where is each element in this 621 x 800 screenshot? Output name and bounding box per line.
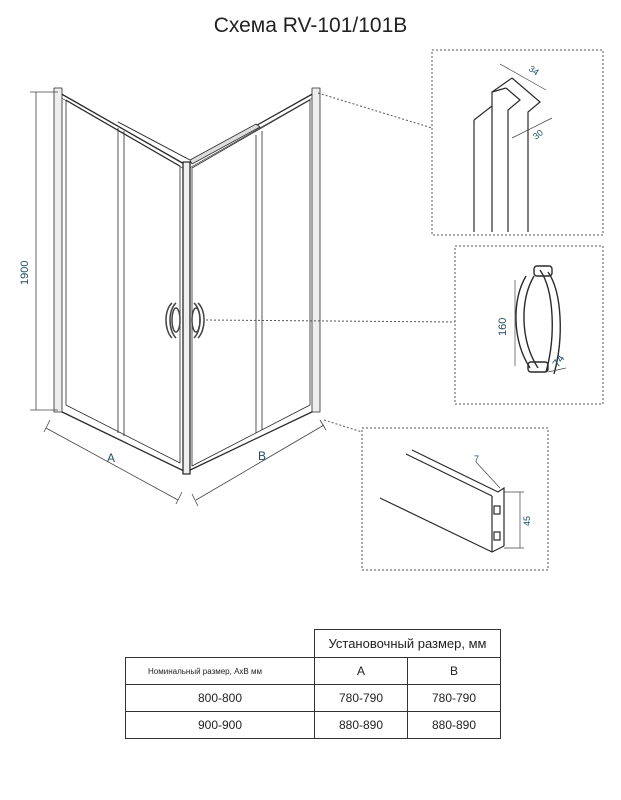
table-row (126, 712, 501, 739)
profile-top-dimension: 34 (526, 63, 541, 78)
column-b-header: B (408, 658, 501, 685)
right-panel (186, 92, 316, 472)
width-b-label: B (258, 449, 267, 463)
size-b-cell: 780-790 (408, 685, 501, 712)
corner-post (183, 162, 190, 474)
nominal-size-header: Номинальный размер, AxB мм (126, 658, 315, 685)
table-row (126, 685, 501, 712)
column-a-header: A (315, 658, 408, 685)
installation-size-header: Установочный размер, мм (315, 630, 501, 658)
track-gap-dimension: 7 (474, 454, 480, 464)
nominal-size-cell: 800-800 (126, 685, 315, 712)
left-panel (58, 92, 190, 472)
size-a-cell: 780-790 (315, 685, 408, 712)
width-a-label: A (107, 451, 116, 465)
diagram-title: Схема RV-101/101B (213, 14, 408, 37)
handle-detail-box (455, 246, 603, 404)
handle-height-dimension: 160 (497, 317, 509, 336)
track-detail-box (362, 428, 548, 570)
track-height-dimension: 45 (522, 515, 532, 526)
nominal-size-cell: 900-900 (126, 712, 315, 739)
size-b-cell: 880-890 (408, 712, 501, 739)
detail-leaders (206, 93, 455, 432)
height-dimension-label: 1900 (19, 260, 31, 285)
left-wall-profile (54, 88, 62, 412)
right-wall-profile (312, 88, 320, 412)
handle-depth-dimension: 74 (550, 352, 568, 370)
installation-size-table (125, 629, 501, 739)
size-a-cell: 880-890 (315, 712, 408, 739)
profile-detail-box (432, 50, 603, 235)
profile-side-dimension: 30 (530, 127, 545, 142)
